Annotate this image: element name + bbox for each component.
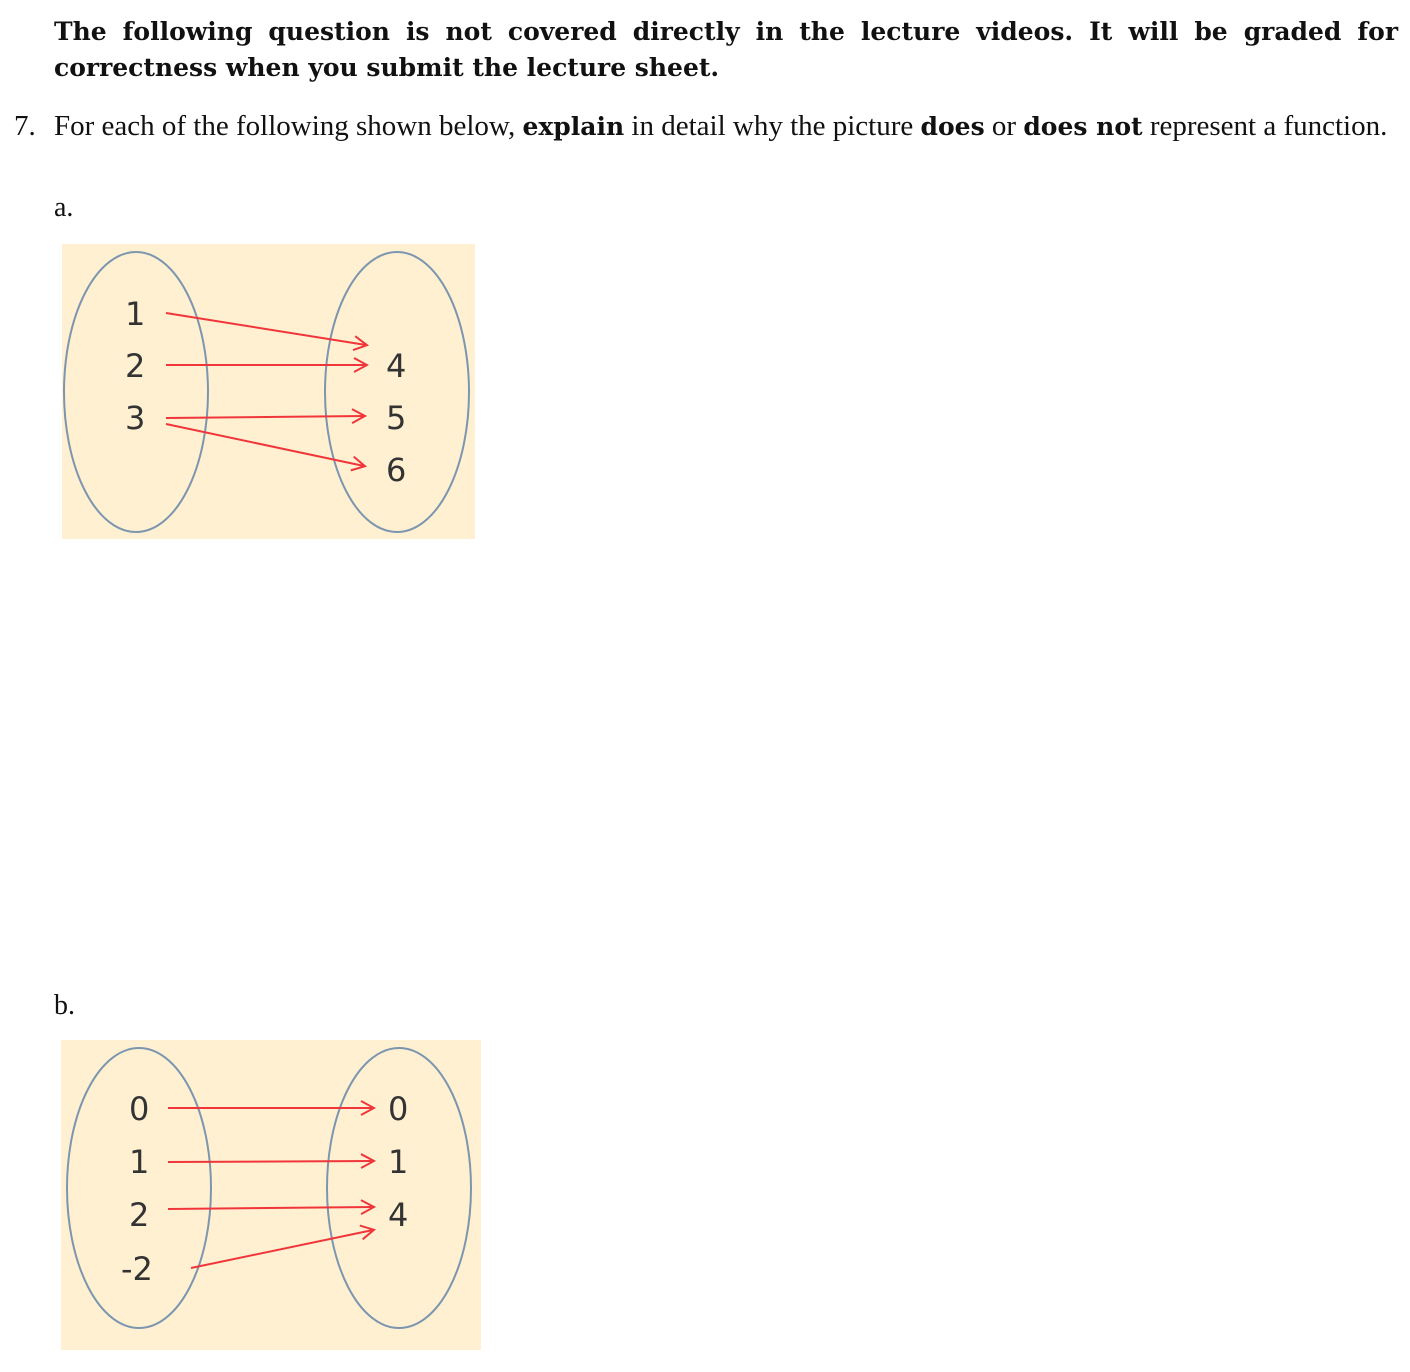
question-explain: explain — [522, 112, 625, 141]
question-or: or — [991, 110, 1017, 142]
domain-value-b-0: 0 — [129, 1090, 150, 1128]
arrow-b-1-to-1 — [168, 1161, 373, 1162]
domain-value-a-3: 3 — [125, 399, 146, 437]
question-end: represent a function. — [1149, 110, 1388, 142]
domain-value-b-2: 2 — [129, 1196, 150, 1234]
question-does: does — [920, 112, 985, 141]
range-value-a-4: 4 — [386, 347, 407, 385]
graded-notice — [54, 14, 1398, 86]
range-value-b-4: 4 — [388, 1196, 409, 1234]
range-value-b-0: 0 — [388, 1090, 409, 1128]
question-does-not: does not — [1023, 112, 1143, 141]
domain-value-a-1: 1 — [125, 295, 146, 333]
panel-a-background — [62, 244, 475, 539]
question-text — [54, 108, 1398, 145]
range-value-a-6: 6 — [386, 451, 407, 489]
part-a-label: a. — [54, 192, 74, 223]
part-b-label: b. — [54, 990, 75, 1021]
mapping-diagram-a — [62, 244, 475, 543]
range-value-b-1: 1 — [388, 1143, 409, 1181]
range-value-a-5: 5 — [386, 399, 407, 437]
notice-line-1: The following question is not covered directly in the lecture videos. It will be graded for — [54, 17, 1398, 46]
mapping-diagram-b — [61, 1040, 481, 1354]
domain-value-b-neg2: -2 — [121, 1250, 153, 1288]
panel-b-background — [61, 1040, 481, 1350]
question-middle: in detail why the picture — [631, 110, 914, 142]
question-number: 7. — [14, 110, 36, 142]
notice-line-2: correctness when you submit the lecture sheet. — [54, 53, 720, 82]
domain-value-a-2: 2 — [125, 347, 146, 385]
question-prefix: For each of the following shown below, — [54, 110, 516, 142]
domain-value-b-1: 1 — [129, 1143, 150, 1181]
